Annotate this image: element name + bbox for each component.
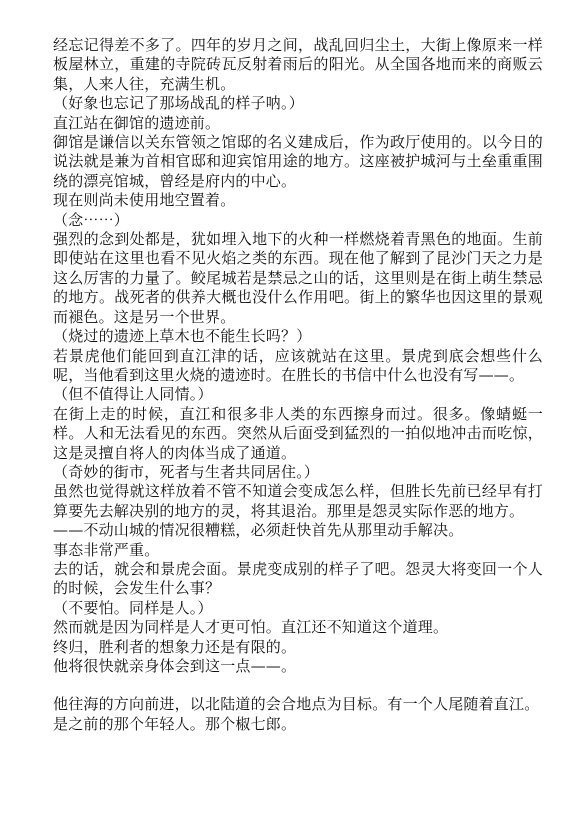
paragraph: 御馆是谦信以关东管领之馆邸的名义建成后，作为政厅使用的。以今日的说法就是兼为首相官邸和迎宾馆用途的地方。这座被护城河与土垒重重围绕的漂亮馆城，曾经是府内的中心。 (53, 133, 543, 190)
paragraph: （不要怕。同样是人。） (53, 598, 213, 617)
paragraph: 直江站在御馆的遗迹前。 (53, 113, 221, 132)
paragraph: 是之前的那个年轻人。那个椒七郎。 (53, 714, 297, 733)
paragraph: （烧过的遗迹上草木也不能生长吗？） (53, 327, 312, 346)
paragraph: ——不动山城的情况很糟糕，必须赶快首先从那里动手解决。 (53, 521, 464, 540)
paragraph: （但不值得让人同情。） (53, 385, 213, 404)
paragraph: 去的话，就会和景虎会面。景虎变成别的样子了吧。怨灵大将变回一个人的时候，会发生什么事？ (53, 559, 543, 598)
paragraph: 然而就是因为同样是人才更可怕。直江还不知道这个道理。 (53, 618, 449, 637)
paragraph: 强烈的念到处都是，犹如埋入地下的火种一样燃烧着青黑色的地面。生前即使站在这里也看不见火焰之类的东西。现在他了解到了昆沙门天之力是这么厉害的力量了。鲛尾城若是禁忌之山的话，这里则是在街上萌生禁忌的地方。战死者的供养大概也没什么作用吧。街上的繁华也因这里的景观而褪色。这是另一个世界。 (53, 230, 543, 326)
paragraph: 在街上走的时候，直江和很多非人类的东西擦身而过。很多。像蜻蜓一样。人和无法看见的东西。突然从后面受到猛烈的一拍似地冲击而吃惊，这是灵擅自将人的肉体当成了通道。 (53, 404, 543, 462)
paragraph: 终归，胜利者的想象力还是有限的。 (53, 637, 297, 656)
paragraph: 经忘记得差不多了。四年的岁月之间，战乱回归尘土，大街上像原来一样板屋林立，重建的寺院砖瓦反射着雨后的阳光。从全国各地而来的商贩云集，人来人往，充满生机。 (53, 36, 543, 93)
paragraph: 虽然也觉得就这样放着不管不知道会变成怎么样，但胜长先前已经早有打算要先去解决别的地方的灵，将其退治。那里是怨灵实际作恶的地方。 (53, 482, 543, 520)
paragraph: （好象也忘记了那场战乱的样子呐。） (53, 94, 304, 113)
section-break (53, 676, 543, 695)
document-page (53, 36, 543, 734)
paragraph: 现在则尚未使用地空置着。 (53, 191, 236, 210)
paragraph: （念⋯⋯） (53, 210, 130, 229)
paragraph: 若景虎他们能回到直江津的话，应该就站在这里。景虎到底会想些什么呢，当他看到这里火烧的遗迹时。在胜长的书信中什么也没有写——。 (53, 346, 543, 384)
paragraph: 他往海的方向前进，以北陆道的会合地点为目标。有一个人尾随着直江。 (53, 695, 540, 714)
paragraph: （奇妙的街市，死者与生者共同居住。） (53, 462, 320, 481)
paragraph: 他将很快就亲身体会到这一点——。 (53, 657, 297, 675)
paragraph: 事态非常严重。 (53, 540, 160, 559)
